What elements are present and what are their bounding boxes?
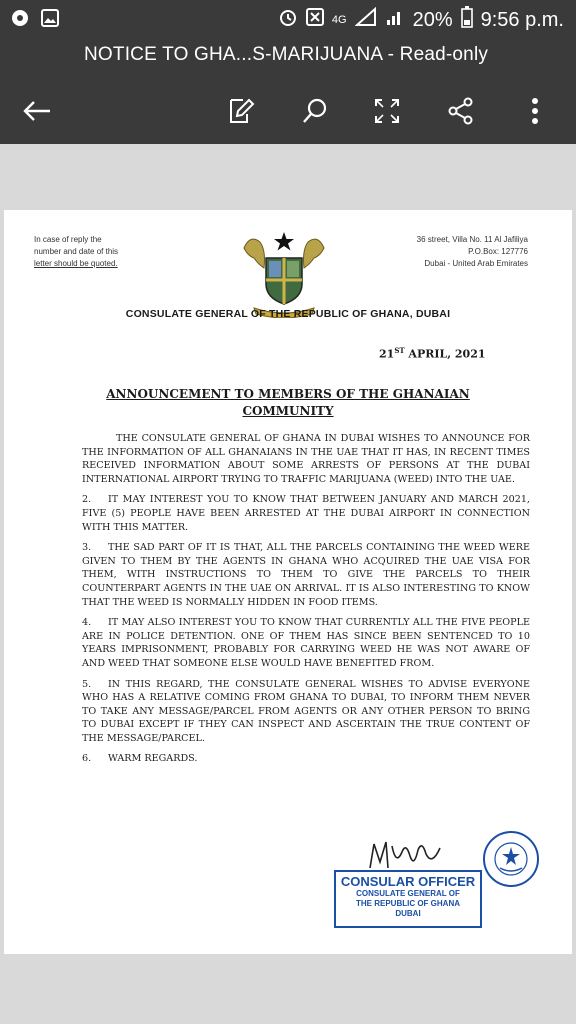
paragraph-text: THE CONSULATE GENERAL OF GHANA IN DUBAI WISHES TO ANNOUNCE FOR THE INFORMATION OF ALL GHANAIANS IN THE UAE THAT IT HAS, IN RECENT TIMES RECEIVED INFORMATION ABOUT SOME ARRESTS OF PERSONS AT THE DUBAI INTERNATIONAL AIRPORT TRYING TO TRAFFIC MARIJUANA (WEED) INTO THE UAE. xyxy=(82,433,530,485)
consulate-name: CONSULATE GENERAL OF THE REPUBLIC OF GHANA, DUBAI xyxy=(125,308,451,320)
edit-icon xyxy=(227,96,255,126)
paragraph-number: 4. xyxy=(82,617,92,629)
reply-note-line: letter should be quoted. xyxy=(34,259,118,268)
toolbar xyxy=(0,88,576,134)
paragraph-2 xyxy=(82,493,530,534)
share-button[interactable] xyxy=(438,88,484,134)
paragraph-number: 3. xyxy=(82,542,92,554)
search-button[interactable] xyxy=(292,88,338,134)
fullscreen-button[interactable] xyxy=(364,88,410,134)
paragraph-text: WARM REGARDS. xyxy=(108,753,198,765)
address-line: Dubai - United Arab Emirates xyxy=(424,259,528,268)
paragraph-text: IT MAY ALSO INTEREST YOU TO KNOW THAT CURRENTLY ALL THE FIVE PEOPLE ARE IN POLICE DETENTION. ONE OF THEM HAS SINCE BEEN SENTENCED TO 10 YEARS IMPRISONMENT, PROBABLY FOR CARRYING WEED HE WAS NOT AWARE OF AND WEED THAT SOMEONE ELSE WOULD HAVE BENEFITED FROM. xyxy=(82,617,530,669)
alarm-icon xyxy=(278,7,298,33)
clock: 9:56 p.m. xyxy=(480,8,564,31)
address-line: P.O.Box: 127776 xyxy=(468,247,528,256)
paragraph-text: IT MAY INTEREST YOU TO KNOW THAT BETWEEN JANUARY AND MARCH 2021, FIVE (5) PEOPLE HAVE BEEN ARRESTED AT THE DUBAI AIRPORT IN CONNECTION WITH THIS MATTER. xyxy=(82,494,530,533)
more-options-button[interactable] xyxy=(512,88,558,134)
heading-line: ANNOUNCEMENT TO MEMBERS OF THE GHANAIAN xyxy=(106,387,470,401)
search-icon xyxy=(301,97,329,125)
heading-line: COMMUNITY xyxy=(242,404,334,418)
paragraph-1 xyxy=(82,432,530,486)
signal-bars-icon xyxy=(385,7,405,33)
letter-date xyxy=(379,346,486,361)
fullscreen-icon xyxy=(373,97,401,125)
paragraph-number: 5. xyxy=(82,678,92,690)
paragraph-number: 6. xyxy=(82,753,92,765)
share-icon xyxy=(447,97,475,125)
battery-icon xyxy=(461,6,473,34)
back-arrow-icon xyxy=(22,99,52,123)
document-title: NOTICE TO GHA...S-MARIJUANA - Read-only xyxy=(84,44,489,65)
app-bar xyxy=(0,38,576,144)
consular-officer-stamp xyxy=(334,870,482,928)
edit-button[interactable] xyxy=(218,88,264,134)
consulate-address xyxy=(417,234,528,270)
signal-icon xyxy=(355,7,377,33)
notification-icon xyxy=(306,8,324,32)
date-month-year: APRIL, 2021 xyxy=(404,347,486,361)
stamp-title: CONSULAR OFFICER xyxy=(340,874,476,889)
stamp-line: CONSULATE GENERAL OF xyxy=(356,889,460,898)
gallery-icon xyxy=(40,8,60,33)
back-button[interactable] xyxy=(14,88,60,134)
paragraph-6 xyxy=(82,752,530,766)
paragraph-5 xyxy=(82,678,530,746)
paragraph-number: 2. xyxy=(82,494,92,506)
paragraph-3 xyxy=(82,541,530,609)
more-vert-icon xyxy=(531,97,539,125)
reply-note-line: In case of reply the xyxy=(34,235,102,244)
ghana-coat-of-arms-emblem xyxy=(236,228,332,318)
stamp-line: THE REPUBLIC OF GHANA xyxy=(356,899,460,908)
paragraph-4 xyxy=(82,616,530,670)
reply-note xyxy=(34,234,118,270)
date-day: 21 xyxy=(379,347,395,361)
reply-note-line: number and date of this xyxy=(34,247,119,256)
address-line: 36 street, Villa No. 11 Al Jafiliya xyxy=(416,235,528,244)
letter-body xyxy=(82,432,530,773)
announcement-heading xyxy=(44,386,532,420)
handwritten-signature xyxy=(366,838,446,872)
date-suffix: ST xyxy=(394,346,405,355)
network-type: 4G xyxy=(331,14,347,26)
consulate-round-seal xyxy=(482,830,540,888)
paragraph-text: IN THIS REGARD, THE CONSULATE GENERAL WISHES TO ADVISE EVERYONE WHO HAS A RELATIVE COMING FROM GHANA TO DUBAI, TO INFORM THEM NEVER TO TAKE ANY MESSAGE/PARCEL FROM AGENTS OR ANY OTHER PERSON TO BRING TO DUBAI EXCEPT IF THEY CAN INSPECT AND ASCERTAIN THE TRUE CONTENT OF THE MESSAGE/PARCEL. xyxy=(82,678,530,744)
battery-percent: 20% xyxy=(412,8,453,31)
status-bar xyxy=(0,0,576,38)
paragraph-text: THE SAD PART OF IT IS THAT, ALL THE PARCELS CONTAINING THE WEED WERE GIVEN TO THEM BY THE AGENTS IN GHANA WHO ACQUIRED THE UAE VISA FOR THEM, WITH INSTRUCTIONS TO THEM TO GIVE THE PARCELS TO THEIR COUNTERPART AGENTS IN THE UAE ON ARRIVAL. IT IS ALSO INTERESTING TO KNOW THAT THE WEED IS NORMALLY HIDDEN IN FOOD ITEMS. xyxy=(82,542,530,608)
document-viewer[interactable] xyxy=(0,144,576,954)
settings-icon xyxy=(10,8,30,33)
stamp-line: DUBAI xyxy=(395,909,421,918)
document-page xyxy=(4,210,572,954)
